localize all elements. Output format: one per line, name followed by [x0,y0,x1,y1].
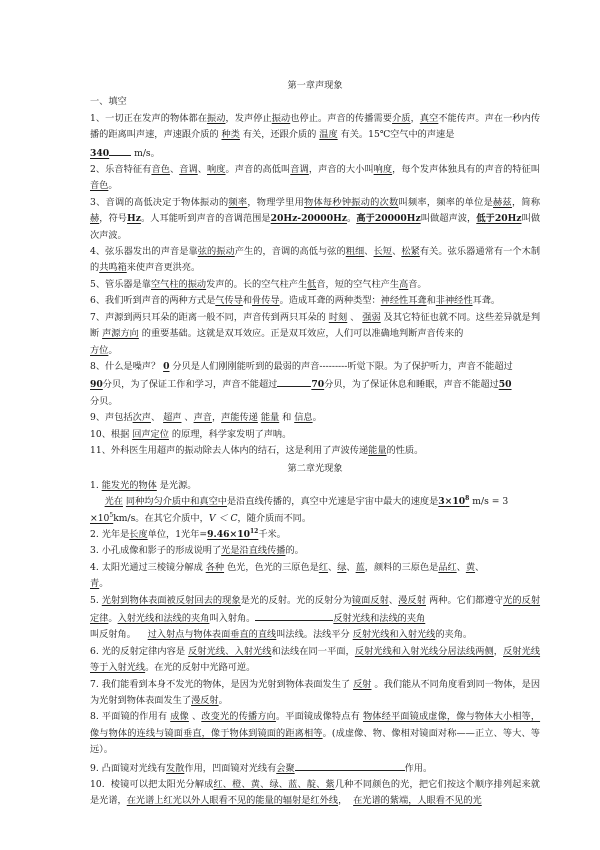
answer: 响度 [207,164,226,176]
answer: 种类 [221,129,240,141]
blank-line [295,759,405,771]
ch2-item-10: 10. 棱镜可以把太阳光分解成红、橙、黄、绿、蓝、靛、紫几种不同颜色的光，把它们按这个顺序排列起来就是光谱，在光谱上红光以外人眼看不见的能量的辐射是红外线， 在光谱的紫端，人眼看不见的光 [90,779,541,807]
answer: 频率 [228,196,248,208]
answer: 光是沿直线传播 [221,545,286,557]
answer: 超声 [163,412,182,424]
answer: 能量 [260,412,280,424]
section-heading: 一、填空 [90,96,127,108]
ch2-item-5: 5. 光射到物体表面被反射回去的现象是光的反射。光的反射分为镜面反射、漫反射 两种。它们都遵守光的反射定律。入射光线和法线的夹角叫入射角。 反射光线和法线的夹角 叫反射角。 过入射点与物体表面垂直的直线叫法线。法线平分 反射光线和入射光线的夹角。 [90,594,541,641]
answer: 反射光线和入射光线 [352,629,436,641]
answer: 能发光的物体 [101,479,157,491]
answer: 真空 [419,112,439,124]
ch2-item-2: 2. 光年是长度单位，1光年$=9.46\times 10^{12}$千米。 [90,527,286,540]
ch1-item-4: 4、弦乐器发出的声音是靠弦的振动产生的，音调的高低与弦的粗细、长短、松紧有关。弦乐器通常有一个木制的共鸣箱来使声音更洪亮。 [90,246,541,274]
ch1-item-10: 10、根据 回声定位 的原理，科学家发明了声呐。 [90,428,292,440]
answer: 振动 [271,112,291,124]
answer: 反射光线和法线的夹角 [333,613,426,624]
answer: 发散 [166,762,185,774]
answer: 信息 [294,412,313,424]
ch1-item-2: 2、乐音特征有音色、音调、响度。声音的高低叫音调，声音的大小叫响度，每个发声体独具有的声音的特征叫音色。 [90,164,541,192]
ch1-item-3: 3、音调的高低决定于物体振动的频率，物理学里用物体每秒钟振动的次数叫频率，频率的单位是赫兹，简称赫，符号Hz。人耳能听到声音的音调范围是20Hz-20000Hz。高于20000Hz叫做超声波，低于20Hz叫做次声波。 [90,196,541,241]
answer: 低 [307,278,317,290]
ch2-item-6: 6. 光的反射定律内容是 反射光线、入射光线和法线在同一平面，反射光线和入射光线分居法线两侧，反射光线等于入射光线。在光的反射中光路可逆。 [90,645,541,674]
answer: 红、橙、黄、绿、蓝、靛、紫 [213,779,335,791]
chapter-2-title: 第二章光现象 [287,463,343,475]
answer: 介质 [392,112,411,124]
answer: 绿 [337,561,347,573]
answer: 成像 [170,711,189,723]
blank-line [277,375,311,387]
answer: 反射光线等于入射光线 [90,645,541,674]
blank-line [109,144,131,156]
answer: 次声 [132,412,151,424]
answer: 光射到物体表面被反射回去的现象 [101,594,241,606]
answer: 黄 [465,561,476,573]
answer: 340 [90,147,110,159]
answer: 蓝 [355,561,365,573]
answer: 长短 [373,246,393,258]
answer: 方位 [90,344,109,356]
answer: 品红 [438,561,457,573]
answer: 70 [311,379,325,391]
ch1-item-9: 9、声包括次声、 超声 、声音，声能传递 能量 和 信息。 [90,412,322,424]
answer: 声能传递 [221,412,258,424]
ch1-item-1: 1、一切正在发声的物体都在振动，发声停止振动也停止。声音的传播需要介质，真空不能传声。声在一秒内传播的距离叫声速，声速跟介质的 种类 有关，还跟介质的 温度 有关。15℃空气中的声速是 340 m/s。 [90,112,541,159]
answer: 声音 [193,412,212,424]
answer: 低于20Hz [476,213,522,225]
ch1-item-11: 11、外科医生用超声的振动除去人体内的结石，这是利用了声波传递能量的性质。 [90,444,424,456]
answer: 回声定位 [132,428,169,440]
answer: 赫 [90,213,100,225]
answer: 光在 [104,496,123,508]
answer: Hz [127,213,141,225]
answer: 反射 [353,678,372,690]
ch1-item-8: 8、什么是噪声？ 0 分贝是人们刚刚能听到的最弱的声音---------听觉下限。为了保护听力，声音不能超过 90分贝，为了保证工作和学习，声音不能超过 70分贝，为了保证休息和睡眠，声音不能超过50 分贝。 [90,360,513,407]
answer: 在光谱上红光以外人眼看不见的能量的辐射是红外线 [126,795,339,807]
answer: 在光谱的紫端，人眼看不见的光 [353,795,482,807]
answer: 0 [163,360,170,372]
answer: 光的反射定律 [90,594,541,624]
answer: 强弱 [362,311,381,323]
answer: 高于20000Hz [356,213,421,225]
ch2-item-3: 3. 小孔成像和影子的形成说明了光是沿直线传播的。 [90,545,304,557]
answer: 非神经性 [435,295,473,307]
answer: 会聚 [276,762,295,774]
answer: 同种均匀介质中和真空中 [125,496,227,508]
answer: $\times 10^5$ [90,511,114,524]
answer: 改变光的传播方向 [201,711,276,723]
answer: 各种 [205,561,225,573]
answer: 响度 [373,164,393,176]
answer: 物体经平面镜成虚像，像与物体大小相等，像与物体的连线与镜面垂直，像于物体到镜面的距离相等 [90,711,541,739]
answer: 音色 [151,164,170,176]
answer: 骨传导 [252,295,280,307]
answer: 音调 [290,164,309,176]
answer: 粗细 [345,246,365,258]
answer: 神经性耳聋 [380,295,427,307]
answer: 高 [399,278,409,290]
answer: 20Hz-20000Hz [270,213,347,225]
answer: 松紧 [401,246,420,258]
answer: 振动 [206,112,226,124]
ch2-item-9: 9. 凸面镜对光线有发散作用，凹面镜对光线有会聚 作用。 [90,759,540,777]
chapter-1-title: 第一章声现象 [287,80,343,91]
answer: 音调 [179,164,198,176]
answer: 温度 [319,129,338,141]
answer: 漫反射 [398,594,426,606]
answer: 漫反射 [191,695,219,707]
ch1-item-7: 7、声源到两只耳朵的距离一般不同，声音传到两只耳朵的 时刻 、 强弱 及其它特征也就不同。这些差异就是判断 声源方向 的重要基础。这就是双耳效应。正是双耳效应，人们可以准确地判断声音传来的 方位。 [90,311,541,356]
answer: 赫兹 [493,196,512,208]
answer: 90 [90,379,103,391]
answer: 弦的振动 [197,246,235,258]
ch1-item-5: 5、管乐器是靠空气柱的振动发声的。长的空气柱产生低音，短的空气柱产生高音。 [90,278,427,290]
answer: 共鸣箱 [99,262,127,274]
answer: 能量 [368,444,387,456]
ch2-item-7: 7. 我们能看到本身不发光的物体，是因为光射到物体表面发生了 反射 。我们能从不同角度看到同一物体，是因为光射到物体表面发生了漫反射。 [90,678,541,707]
blank-line [255,609,333,621]
answer: 入射光线和法线的夹角 [117,613,210,624]
answer: 时刻 [328,311,348,323]
answer: 空气柱的振动 [150,278,207,290]
answer: 声源方向 [102,328,139,340]
ch2-item-8: 8. 平面镜的作用有 成像 、改变光的传播方向。平面镜成像特点有 物体经平面镜成虚像，像与物体大小相等，像与物体的连线与镜面垂直，像于物体到镜面的距离相等。(成虚像、物、像相对镜面对称——正立、等大、等远）。 [90,711,541,756]
ch2-item-4: 4. 太阳光通过三棱镜分解成 各种 色光，色光的三原色是红、绿、蓝，颜料的三原色是品红、黄、 青。 [90,561,485,590]
answer: 反射光线、入射光线 [188,645,272,657]
ch1-item-6: 6、我们听到声音的两种方式是气传导和骨传导。造成耳聋的两种类型：神经性耳聋和非神经性耳聋。 [90,295,501,307]
ch2-item-1: 1. 能发光的物体 是光源。 光在 同种均匀介质中和真空中是沿直线传播的，真空中光速是宇宙中最大的速度是$3\times 10^8$ m/s = 3 $\times 10^5km/s$。在其它介质中，V ＜ C，随介质而不同。 [90,479,509,524]
answer: 长度 [129,528,148,540]
answer: 过入射点与物体表面垂直的直线 [147,629,277,641]
answer: $3\times 10^8$ [438,495,470,508]
answer: 50 [498,379,512,391]
answer: 气传导 [215,295,243,307]
answer: 音色 [90,180,109,192]
answer: 镜面反射 [351,594,389,606]
answer: 反射光线和入射光线分居法线两侧 [354,645,494,657]
answer: 物体每秒钟振动的次数 [304,196,399,208]
answer: $9.46\times 10^{12}$ [207,527,259,540]
answer: 青 [90,578,100,590]
answer: 红 [318,561,329,573]
